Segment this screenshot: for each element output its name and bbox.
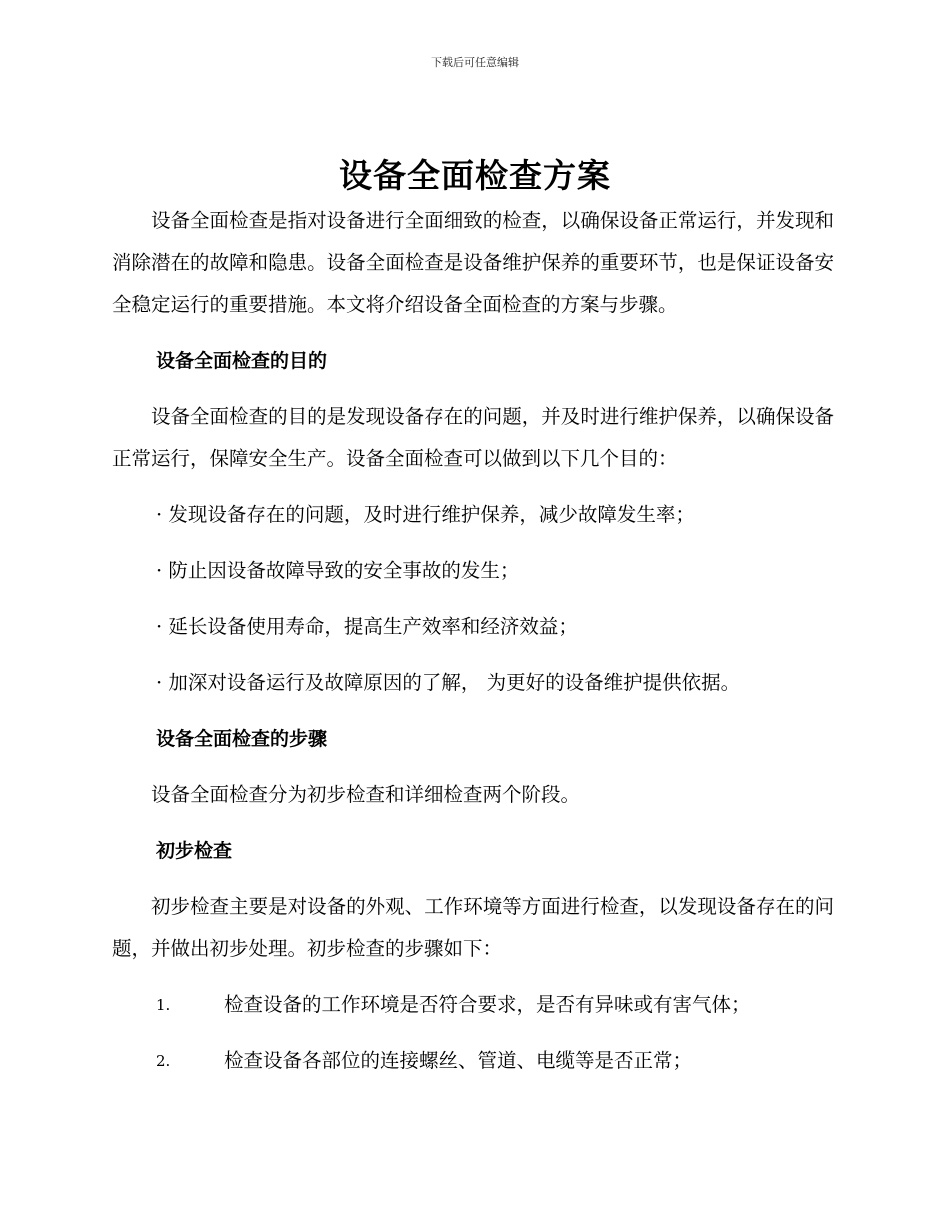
numbered-step (112, 1040, 834, 1082)
steps-paragraph: 设备全面检查分为初步检查和详细检查两个阶段。 (151, 783, 581, 806)
header-note: 下载后可任意编辑 (431, 56, 519, 69)
numbered-step (112, 984, 834, 1026)
purpose-paragraph: 设备全面检查的目的是发现设备存在的问题，并及时进行维护保养，以确保设备正常运行，保障安全生产。设备全面检查可以做到以下几个目的： (112, 405, 834, 470)
document-title: 设备全面检查方案 (339, 156, 611, 195)
section-heading-initial-check: 初步检查 (156, 840, 233, 862)
bullet-item: · 延长设备使用寿命，提高生产效率和经济效益； (156, 615, 578, 638)
initial-check-paragraph: 初步检查主要是对设备的外观、工作环境等方面进行检查，以发现设备存在的问题，并做出初步处理。初步检查的步骤如下： (112, 895, 834, 960)
step-text: 检查设备各部位的连接螺丝、管道、电缆等是否正常； (224, 1049, 693, 1072)
intro-paragraph: 设备全面检查是指对设备进行全面细致的检查，以确保设备正常运行，并发现和消除潜在的故障和隐患。设备全面检查是设备维护保养的重要环节，也是保证设备安全稳定运行的重要措施。本文将介绍设备全面检查的方案与步骤。 (112, 209, 834, 316)
section-heading-steps: 设备全面检查的步骤 (156, 728, 328, 750)
document-body (112, 200, 834, 1082)
bullet-item: · 防止因设备故障导致的安全事故的发生； (156, 559, 520, 582)
bullet-item: · 发现设备存在的问题，及时进行维护保养，减少故障发生率； (156, 503, 695, 526)
step-number: 2. (156, 1052, 171, 1070)
step-text: 检查设备的工作环境是否符合要求，是否有异味或有害气体； (224, 993, 751, 1016)
bullet-item: · 加深对设备运行及故障原因的了解， 为更好的设备维护提供依据。 (156, 671, 741, 694)
step-number: 1. (156, 996, 171, 1014)
section-heading-purpose: 设备全面检查的目的 (156, 350, 328, 372)
